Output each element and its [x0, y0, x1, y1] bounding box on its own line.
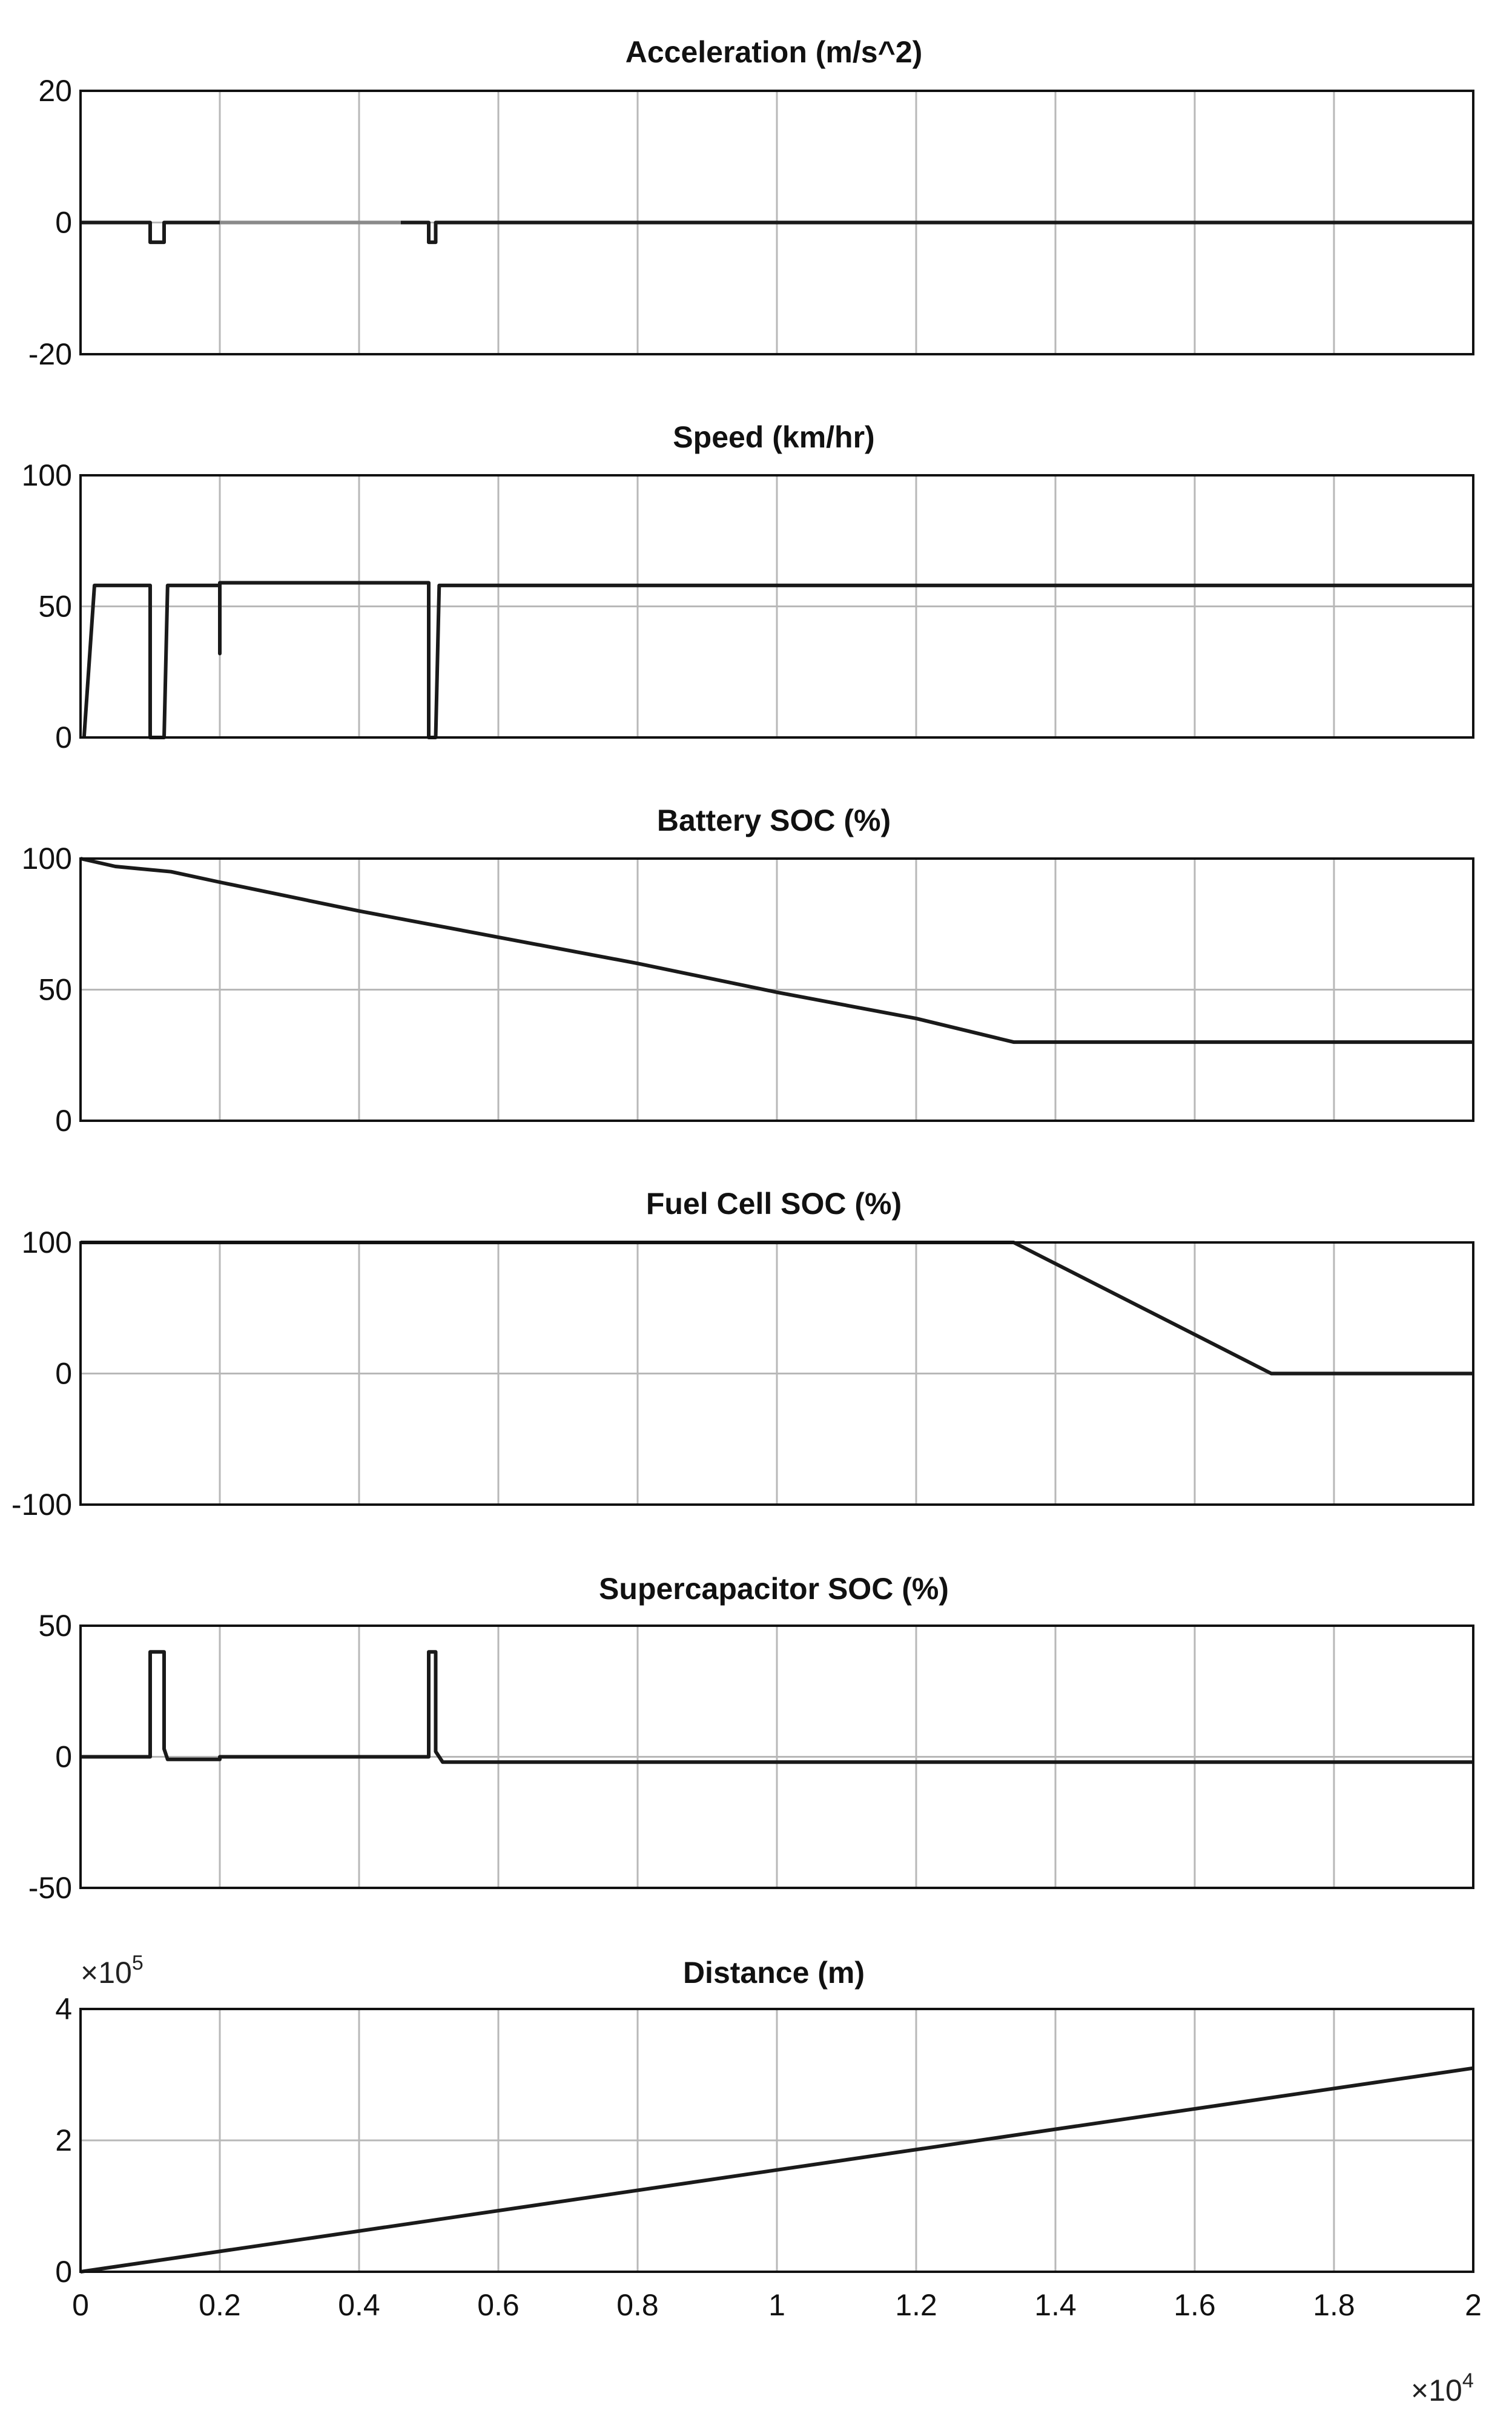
x-tick-label: 0.4: [338, 2288, 380, 2322]
panel-title-battery-soc: Battery SOC (%): [656, 803, 891, 837]
panel-title-distance: Distance (m): [682, 1956, 865, 1990]
battery-soc-panel: [22, 842, 1473, 1138]
distance-y-tick-label: 4: [55, 1992, 72, 2026]
supercapacitor-soc-y-tick-label: -50: [28, 1871, 72, 1905]
x-tick-label: 1.6: [1174, 2288, 1216, 2322]
fuel-cell-soc-y-tick-label: 100: [21, 1225, 72, 1259]
panel-title-supercapacitor-soc: Supercapacitor SOC (%): [599, 1572, 949, 1606]
x-tick-label: 0.6: [477, 2288, 520, 2322]
battery-soc-y-tick-label: 0: [55, 1104, 72, 1138]
fuel-cell-soc-panel: [12, 1225, 1473, 1522]
panel-title-fuel-cell-soc: Fuel Cell SOC (%): [645, 1187, 902, 1221]
x-axis-multiplier: $\times 10^4$: [1411, 2369, 1474, 2407]
x-tick-label: 1.2: [895, 2288, 937, 2322]
battery-soc-y-tick-label: 50: [38, 972, 72, 1007]
distance-panel: [55, 1992, 1482, 2322]
acceleration-panel: [28, 74, 1473, 371]
acceleration-y-tick-label: -20: [28, 337, 72, 371]
distance-y-tick-label: 0: [55, 2255, 72, 2289]
distance-y-tick-label: 2: [55, 2123, 72, 2157]
fuel-cell-soc-y-tick-label: 0: [55, 1356, 72, 1391]
speed-panel: [22, 458, 1473, 754]
x-tick-label: 0: [72, 2288, 89, 2322]
speed-y-tick-label: 0: [55, 721, 72, 754]
fuel-cell-soc-y-tick-label: -100: [11, 1488, 72, 1522]
x-tick-label: 2: [1465, 2288, 1482, 2322]
speed-y-tick-label: 100: [21, 458, 72, 492]
acceleration-y-tick-label: 0: [55, 205, 72, 240]
x-tick-label: 1: [768, 2288, 785, 2322]
x-tick-label: 0.8: [616, 2288, 659, 2322]
x-tick-label: 1.4: [1034, 2288, 1077, 2322]
acceleration-y-tick-label: 20: [38, 74, 72, 108]
supercapacitor-soc-panel: [28, 1609, 1473, 1905]
panel-title-speed: Speed (km/hr): [673, 420, 875, 454]
battery-soc-y-tick-label: 100: [21, 842, 72, 876]
supercapacitor-soc-y-tick-label: 50: [38, 1609, 72, 1643]
distance-y-multiplier: $\times 10^5$: [81, 1951, 144, 1990]
supercapacitor-soc-y-tick-label: 0: [55, 1740, 72, 1774]
x-tick-label: 1.8: [1313, 2288, 1355, 2322]
speed-y-tick-label: 50: [38, 589, 72, 624]
panel-title-acceleration: Acceleration (m/s^2): [625, 35, 923, 69]
x-tick-label: 0.2: [199, 2288, 241, 2322]
